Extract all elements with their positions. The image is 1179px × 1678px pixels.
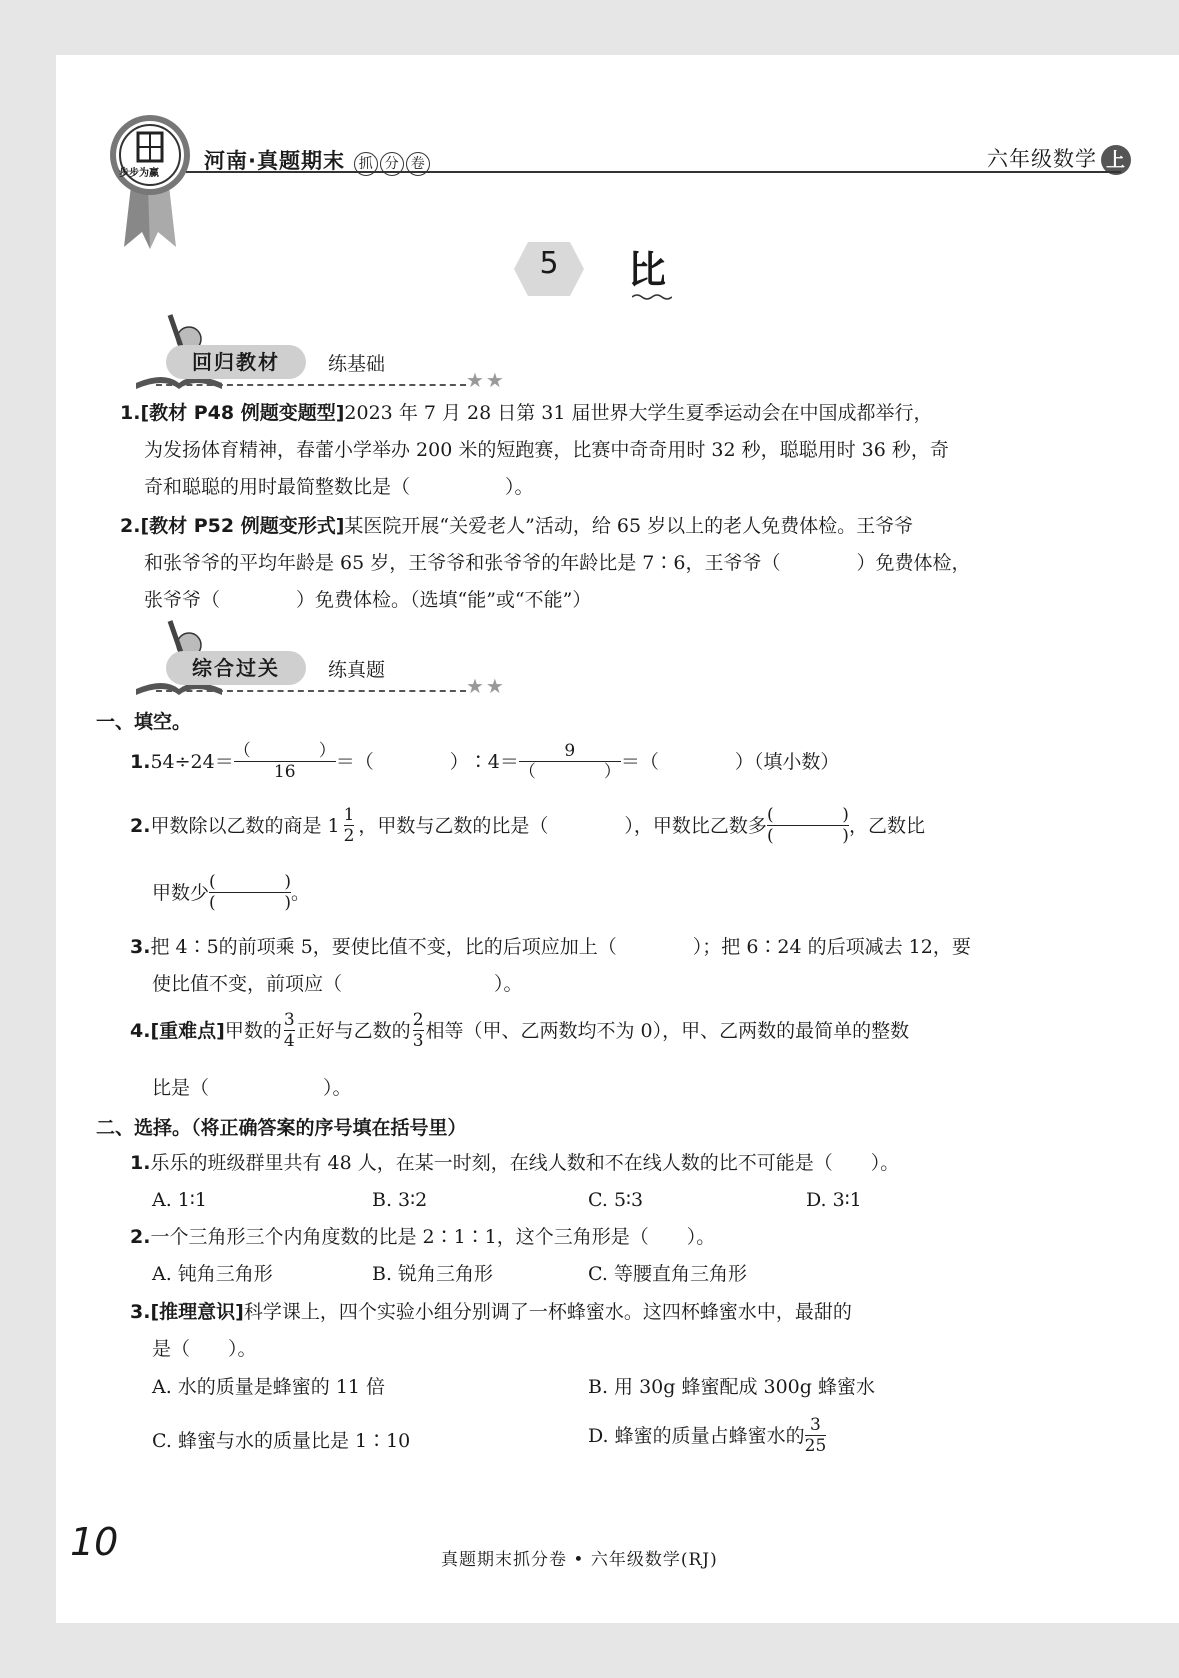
p2-q2-stem xyxy=(130,1225,715,1249)
grab-char-3: 卷 xyxy=(406,152,430,176)
q1-tail: ＝（ ）（填小数） xyxy=(620,750,840,773)
q4-text-a: 甲数的 xyxy=(224,1019,282,1042)
question-number: 1. xyxy=(130,750,151,773)
star-icons: ★★ xyxy=(466,368,506,392)
section-title-comprehensive: 综合过关 xyxy=(166,651,306,685)
fraction-denominator: 4 xyxy=(283,1031,295,1051)
fraction-denominator: （ ） xyxy=(518,762,621,782)
section-title-review: 回归教材 xyxy=(166,345,306,379)
question-text: 某医院开展“关爱老人”活动，给 65 岁以上的老人免费体检。王爷爷 xyxy=(344,515,914,537)
p1-q2-line2 xyxy=(152,872,310,913)
volume-badge: 上 xyxy=(1101,145,1131,175)
fraction xyxy=(519,741,621,782)
banner-dashed-line xyxy=(156,384,466,386)
question-text: 乐乐的班级群里共有 48 人，在某一时刻，在线人数和不在线人数的比不可能是（ ）。 xyxy=(150,1152,900,1174)
s1-q1-line3: 奇和聪聪的用时最简整数比是（ ）。 xyxy=(144,476,534,498)
p2-q2-option-a: A. 钝角三角形 xyxy=(152,1263,273,1285)
q4-text-c: 相等（甲、乙两数均不为 0），甲、乙两数的最简单的整数 xyxy=(425,1019,910,1042)
fraction-numerator: 3 xyxy=(810,1415,821,1435)
chapter-number: 5 xyxy=(539,246,559,281)
blank-fraction xyxy=(209,872,291,913)
p2-q1-option-d: D. 3∶1 xyxy=(806,1189,862,1211)
p2-q3-line2: 是（ ）。 xyxy=(152,1338,257,1360)
question-number: 3. xyxy=(130,936,151,958)
fraction-numerator: （ ） xyxy=(233,741,336,761)
fraction xyxy=(284,1010,295,1051)
question-text: 一个三角形三个内角度数的比是 2∶1∶1，这个三角形是（ ）。 xyxy=(150,1226,716,1248)
p2-q1-option-b: B. 3∶2 xyxy=(372,1189,428,1211)
question-text: 2023 年 7 月 28 日第 31 届世界大学生夏季运动会在中国成都举行， xyxy=(344,402,933,424)
question-number: 1. xyxy=(130,1152,151,1174)
p2-q3-line1 xyxy=(130,1300,852,1324)
q2-text-d: 甲数少 xyxy=(152,881,210,904)
question-number: 2. xyxy=(130,1226,151,1248)
footer-text: 真题期末抓分卷 • 六年级数学(RJ) xyxy=(441,1550,718,1570)
p1-q3-line2: 使比值不变，前项应（ ）。 xyxy=(152,973,523,995)
p2-q3-option-a: A. 水的质量是蜂蜜的 11 倍 xyxy=(152,1376,386,1398)
question-text: 科学课上，四个实验小组分别调了一杯蜂蜜水。这四杯蜂蜜水中，最甜的 xyxy=(243,1301,852,1323)
p2-q2-option-b: B. 锐角三角形 xyxy=(372,1263,494,1285)
q4-text-b: 正好与乙数的 xyxy=(296,1019,411,1042)
page xyxy=(56,55,1179,1623)
s1-q2-line1 xyxy=(120,514,913,538)
p2-q1-stem xyxy=(130,1151,899,1175)
mixed-fraction xyxy=(344,805,355,846)
s1-q1-line2: 为发扬体育精神，春蕾小学举办 200 米的短跑赛，比赛中奇奇用时 32 秒，聪聪用时 36 秒，奇 xyxy=(144,439,949,461)
section-banner-comprehensive xyxy=(96,649,556,698)
p1-q1 xyxy=(130,741,839,782)
q1-mid: ＝（ ）∶4＝ xyxy=(335,750,519,773)
section-sub-review: 练基础 xyxy=(328,353,386,375)
question-tag: [教材 P52 例题变形式] xyxy=(140,515,345,537)
fraction xyxy=(413,1010,424,1051)
grab-char-1: 抓 xyxy=(354,152,378,176)
section-banner-review xyxy=(96,343,556,392)
fraction-denominator: 16 xyxy=(273,762,296,782)
p2-q3-option-d xyxy=(588,1415,826,1456)
question-tag: [推理意识] xyxy=(150,1301,244,1323)
chapter-title-wave xyxy=(632,293,672,301)
q1-lead: 54÷24＝ xyxy=(150,750,234,773)
p2-q1-option-c: C. 5∶3 xyxy=(588,1189,644,1211)
p2-q2-option-c: C. 等腰直角三角形 xyxy=(588,1263,747,1285)
fraction-denominator: 2 xyxy=(343,826,355,846)
badge-text: 步步为赢 xyxy=(119,168,159,179)
q2-text-b: ，甲数与乙数的比是（ ），甲数比乙数多 xyxy=(358,814,767,837)
series-title-text: 河南·真题期末 xyxy=(204,149,345,173)
chapter-title: 比 xyxy=(628,248,667,292)
question-number: 4. xyxy=(130,1019,151,1042)
banner-dashed-line xyxy=(156,690,466,692)
part1-title: 一、填空。 xyxy=(96,711,192,733)
page-number: 10 xyxy=(70,1520,119,1564)
fraction-numerator: ( ) xyxy=(766,805,849,825)
fraction-numerator: 3 xyxy=(283,1010,295,1030)
fraction-numerator: 9 xyxy=(564,741,576,761)
question-number: 3. xyxy=(130,1301,151,1323)
p2-q3-option-c: C. 蜂蜜与水的质量比是 1∶10 xyxy=(152,1430,411,1452)
s1-q2-line2: 和张爷爷的平均年龄是 65 岁，王爷爷和张爷爷的年龄比是 7∶6，王爷爷（ ）免费体检， xyxy=(144,552,971,574)
fraction-numerator: 2 xyxy=(412,1010,424,1030)
section-sub-comprehensive: 练真题 xyxy=(328,659,386,681)
p1-q4-line2: 比是（ ）。 xyxy=(152,1077,352,1099)
question-number: 2. xyxy=(130,814,151,837)
fraction-denominator: ( ) xyxy=(209,893,292,913)
p1-q2-line1 xyxy=(130,805,925,846)
q2-text-e: 。 xyxy=(291,881,311,904)
grade-subject-text: 六年级数学 xyxy=(987,147,1097,171)
fraction xyxy=(234,741,336,782)
question-tag: [教材 P48 例题变题型] xyxy=(140,402,345,424)
p1-q3-line1 xyxy=(130,935,971,959)
p2-q3-option-b: B. 用 30g 蜂蜜配成 300g 蜂蜜水 xyxy=(588,1376,875,1398)
question-number: 1. xyxy=(120,402,141,424)
question-number: 2. xyxy=(120,515,141,537)
fraction-numerator: 1 xyxy=(343,805,355,825)
q2-text-c: ，乙数比 xyxy=(848,814,925,837)
medal-badge-icon xyxy=(104,107,196,257)
s1-q1-line1 xyxy=(120,401,933,425)
question-tag: [重难点] xyxy=(150,1019,225,1042)
fraction-denominator: ( ) xyxy=(766,826,849,846)
star-icons: ★★ xyxy=(466,674,506,698)
q2-text-a: 甲数除以乙数的商是 1 xyxy=(150,814,340,837)
fraction xyxy=(805,1415,827,1456)
question-text: 把 4∶5的前项乘 5，要使比值不变，比的后项应加上（ ）；把 6∶24 的后项减去 12，要 xyxy=(150,936,971,958)
option-text: D. 蜂蜜的质量占蜂蜜水的 xyxy=(588,1424,805,1447)
part2-title: 二、选择。（将正确答案的序号填在括号里） xyxy=(96,1117,467,1139)
p1-q4-line1 xyxy=(130,1010,909,1051)
s1-q2-line3: 张爷爷（ ）免费体检。（选填“能”或“不能”） xyxy=(144,589,592,611)
grab-char-2: 分 xyxy=(380,152,404,176)
fraction-denominator: 3 xyxy=(412,1031,424,1051)
fraction-denominator: 25 xyxy=(804,1436,827,1456)
header-divider xyxy=(186,171,1121,173)
p2-q1-option-a: A. 1∶1 xyxy=(152,1189,207,1211)
blank-fraction xyxy=(767,805,849,846)
fraction-numerator: ( ) xyxy=(209,872,292,892)
